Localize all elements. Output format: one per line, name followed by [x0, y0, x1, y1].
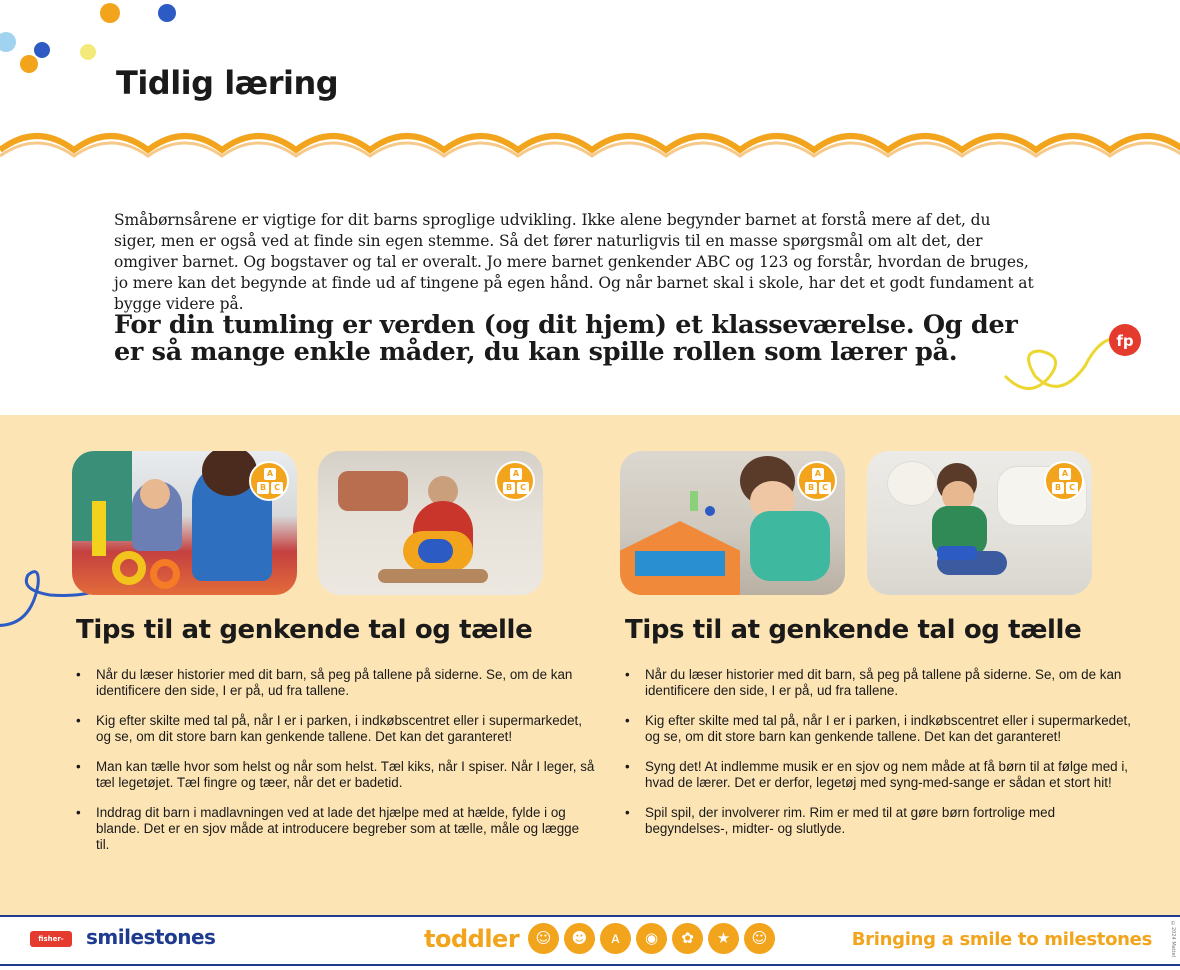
star-icon: ★ [708, 923, 739, 954]
abc-block: B [1052, 482, 1064, 494]
tip-item: • Inddrag dit barn i madlavningen ved at lade det hjælpe med at hælde, fylde i og blande. Det er en sjov måde at introducere begreber som at tælle, måle og lægge til. [76, 805, 596, 853]
photo-toddler-phone-toy [867, 451, 1092, 595]
tips-list-right [625, 667, 1135, 851]
stage-label: toddler [424, 925, 520, 953]
abc-block: C [819, 482, 831, 494]
tip-item: • Man kan tælle hvor som helst og når som helst. Tæl kiks, når I spiser. Når I leger, så tæl legetøjet. Tæl fingre og tæer, når det er badetid. [76, 759, 596, 791]
decor-dot [80, 44, 96, 60]
decor-dot [34, 42, 50, 58]
column-title-right: Tips til at genkende tal og tælle [625, 615, 1082, 645]
abc-block: B [257, 482, 269, 494]
footer-rule [0, 964, 1180, 966]
tagline: Bringing a smile to milestones [851, 929, 1152, 950]
photo-baby-puppy-toy [318, 451, 543, 595]
smile-icon: ☺ [744, 923, 775, 954]
tip-item: • Kig efter skilte med tal på, når I er i parken, i indkøbscentret eller i supermarkedet, og se, om dit store barn kan genkende tallene. Det kan det garanteret! [625, 713, 1135, 745]
abc-block: A [812, 468, 824, 480]
decor-dot [20, 55, 38, 73]
photo-baby-piano-house [620, 451, 845, 595]
decor-dot [0, 32, 16, 52]
decor-dot [100, 3, 120, 23]
abc-block: A [510, 468, 522, 480]
abc-badge [1044, 461, 1084, 501]
tips-list-left [76, 667, 596, 867]
abc-block: A [264, 468, 276, 480]
abc-badge [249, 461, 289, 501]
scallop-border [0, 128, 1180, 188]
abc-block: C [1066, 482, 1078, 494]
abc-block: B [503, 482, 515, 494]
abc-badge [495, 461, 535, 501]
footer [0, 915, 1180, 970]
fisher-price-logo: fisher-price [30, 931, 72, 947]
fp-squiggle-logo [1000, 306, 1150, 401]
column-title-left: Tips til at genkende tal og tælle [76, 615, 533, 645]
intro-paragraph: Småbørnsårene er vigtige for dit barns sproglige udvikling. Ikke alene begynder barnet at forstå mere af det, du siger, men er også ved at finde sin egen stemme. Så det fører naturligvis til en masse spørgsmål om alt det, der omgiver barnet. Og bogstaver og tal er overalt. Jo mere barnet genkender ABC og 123 og forstår, hvordan de bruges, jo mere kan det begynde at finde ud af tingene på egen hånd. Og når barnet skal i skole, har det et godt fundament at bygge videre på. [114, 211, 1034, 313]
photo-toddler-ring-stacker [72, 451, 297, 595]
face-icon: ☻ [564, 923, 595, 954]
sound-icon: ◉ [636, 923, 667, 954]
milestone-icons [528, 923, 775, 954]
copyright: ©2024 Mattel [1170, 921, 1176, 958]
abc-badge [797, 461, 837, 501]
baby-icon: ☺ [528, 923, 559, 954]
page-title: Tidlig læring [116, 64, 339, 102]
tip-item: • Når du læser historier med dit barn, så peg på tallene på siderne. Se, om de kan identificere den side, I er på, ud fra tallene. [76, 667, 596, 699]
tip-item: • Syng det! At indlemme musik er en sjov og nem måde at få børn til at følge med i, hvad de lærer. Det er derfor, legetøj med syng-med-sange er sådan et stort hit! [625, 759, 1135, 791]
fp-logo-text: fp [1116, 332, 1134, 350]
abc-block: A [1059, 468, 1071, 480]
tip-item: • Spil spil, der involverer rim. Rim er med til at gøre børn fortrolige med begyndelses-, midter- og slutlyde. [625, 805, 1135, 837]
abc-block: C [271, 482, 283, 494]
tip-item: • Kig efter skilte med tal på, når I er i parken, i indkøbscentret eller i supermarkedet, og se, om dit store barn kan genkende tallene. Det kan det garanteret! [76, 713, 596, 745]
abc-block: C [517, 482, 529, 494]
tips-section [0, 415, 1180, 915]
puzzle-icon: ✿ [672, 923, 703, 954]
abc-icon: ᴀ [600, 923, 631, 954]
tip-item: • Når du læser historier med dit barn, så peg på tallene på siderne. Se, om de kan identificere den side, I er på, ud fra tallene. [625, 667, 1135, 699]
decor-dot [158, 4, 176, 22]
abc-block: B [805, 482, 817, 494]
top-section [0, 0, 1180, 415]
headline: For din tumling er verden (og dit hjem) et klasseværelse. Og der er så mange enkle måder, du kan spille rollen som lærer på. [114, 310, 1018, 367]
smilestones-logo: smilestones [86, 925, 216, 949]
